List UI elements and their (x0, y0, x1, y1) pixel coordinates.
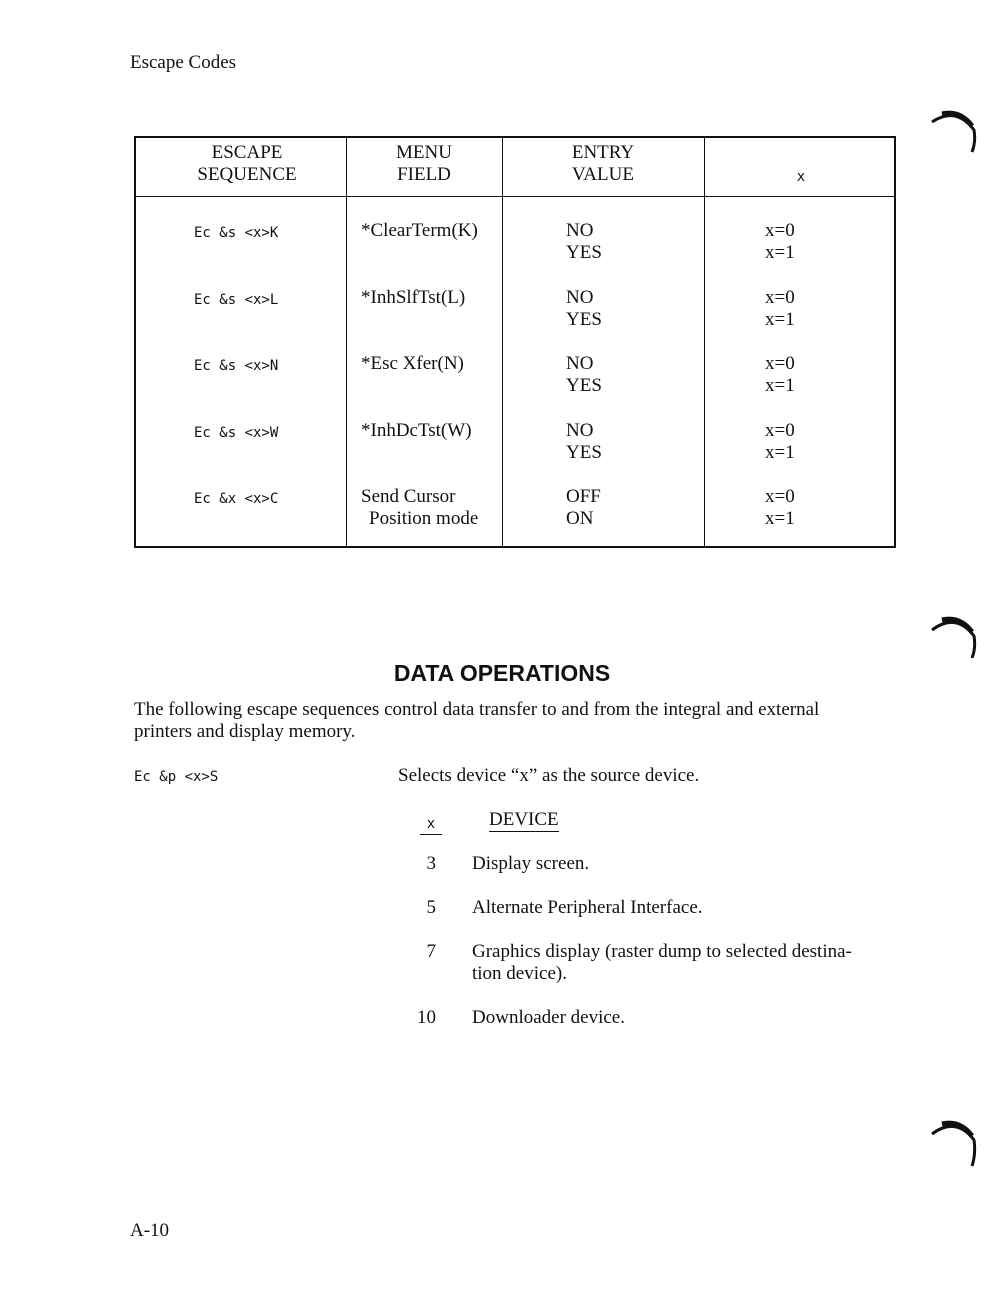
device-description: Display screen. (472, 853, 590, 874)
column-divider (346, 138, 347, 546)
x-value-cell: x=0 x=1 (765, 486, 795, 529)
device-description: Graphics display (raster dump to selected destina- tion device). (472, 941, 852, 984)
escape-sequence-cell: Ec &s <x>L (194, 292, 279, 308)
device-code: 5 (426, 897, 436, 918)
entry-value-cell: NO YES (566, 420, 602, 463)
entry-value-cell: NO YES (566, 353, 602, 396)
header-entry-value: ENTRY VALUE (571, 142, 635, 185)
x-value-cell: x=0 x=1 (765, 353, 795, 396)
menu-field-cell: *ClearTerm(K) (361, 220, 478, 241)
intro-paragraph: The following escape sequences control data transfer to and from the integral and external printers and display memory. (134, 699, 820, 742)
x-value-cell: x=0 x=1 (765, 420, 795, 463)
header-escape-sequence: ESCAPE SEQUENCE (197, 142, 297, 185)
section-heading: DATA OPERATIONS (393, 660, 611, 686)
tab-mark-icon (930, 104, 980, 154)
running-head: Escape Codes (130, 52, 237, 73)
menu-field-cell: Send Cursor Position mode (361, 486, 479, 529)
header-x: x (796, 169, 806, 185)
entry-value-cell: OFF ON (566, 486, 601, 529)
escape-sequence-cell: Ec &s <x>K (194, 225, 279, 241)
escape-sequence-cell: Ec &s <x>N (194, 358, 279, 374)
escape-sequence-cell: Ec &s <x>W (194, 425, 279, 441)
tab-mark-icon (930, 1112, 980, 1168)
column-divider (502, 138, 503, 546)
page-number: A-10 (130, 1220, 170, 1241)
entry-value-cell: NO YES (566, 287, 602, 330)
x-value-cell: x=0 x=1 (765, 220, 795, 263)
x-value-cell: x=0 x=1 (765, 287, 795, 330)
device-code: 3 (426, 853, 436, 874)
command-sequence: Ec &p <x>S (134, 769, 219, 785)
device-description: Alternate Peripheral Interface. (472, 897, 703, 918)
menu-field-cell: *InhSlfTst(L) (361, 287, 466, 308)
command-description: Selects device “x” as the source device. (398, 765, 700, 786)
escape-code-table (134, 136, 896, 548)
tab-mark-icon (930, 608, 980, 658)
device-code: 7 (426, 941, 436, 962)
escape-sequence-cell: Ec &x <x>C (194, 491, 279, 507)
column-divider (704, 138, 705, 546)
device-header-device: DEVICE (489, 809, 559, 830)
device-header-x: x (420, 814, 442, 835)
header-menu-field: MENU FIELD (396, 142, 452, 185)
entry-value-cell: NO YES (566, 220, 602, 263)
menu-field-cell: *InhDcTst(W) (361, 420, 472, 441)
header-divider (136, 196, 894, 197)
device-description: Downloader device. (472, 1007, 625, 1028)
menu-field-cell: *Esc Xfer(N) (361, 353, 464, 374)
device-code: 10 (417, 1007, 436, 1028)
